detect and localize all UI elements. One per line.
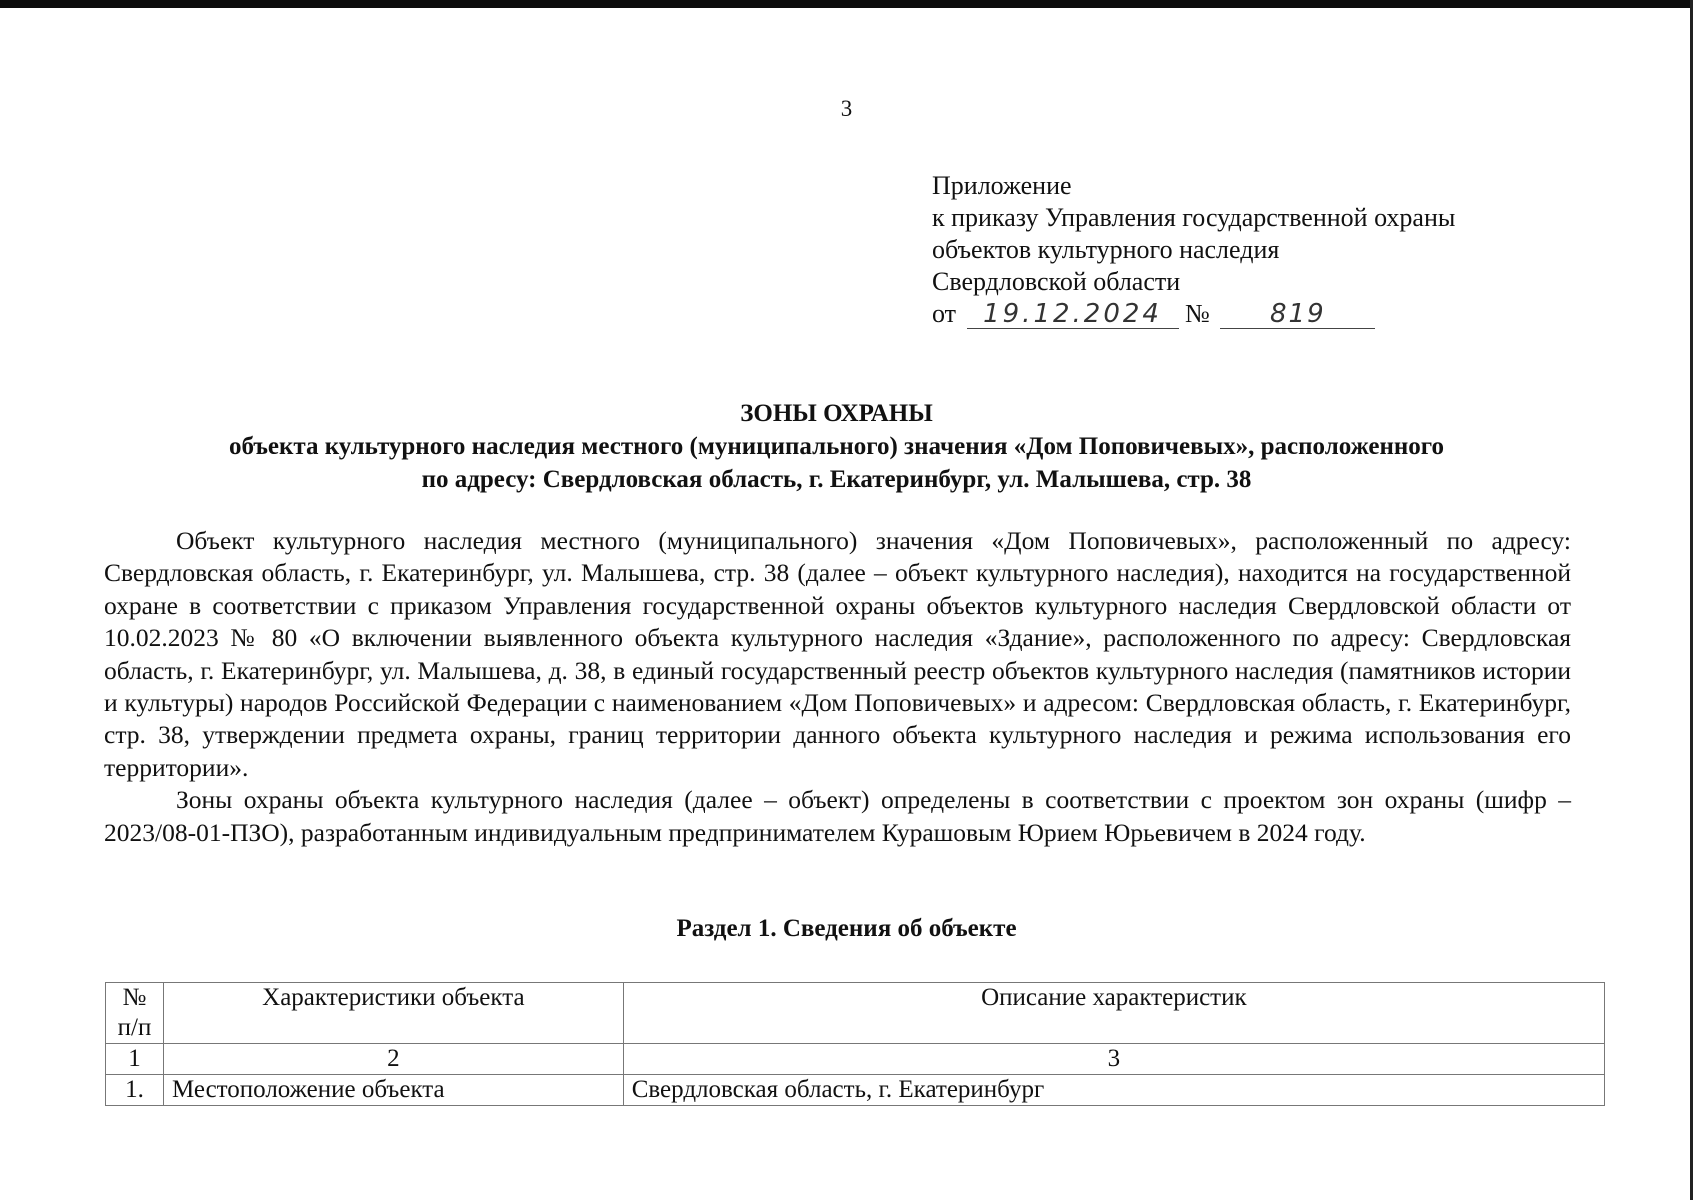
table-header-row [106,983,1605,1044]
index-cell-2: 2 [163,1044,623,1075]
appendix-date-line [932,298,1455,330]
header-description: Описание характеристик [623,983,1604,1044]
paragraph-1: Объект культурного наследия местного (муниципального) значения «Дом Поповичевых», расположенный по адресу: Свердловская область, г. Екатеринбург, ул. Малышева, стр. 38 (далее – объект культурного наследия), находится на государственной охране в соответствии с приказом Управления государственной охраны объектов культурного наследия Свердловской области от 10.02.2023 № 80 «О включении выявленного объекта культурного наследия «Здание», расположенного по адресу: Свердловская область, г. Екатеринбург, ул. Малышева, д. 38, в единый государственный реестр объектов культурного наследия (памятников истории и культуры) народов Российской Федерации с наименованием «Дом Поповичевых» и адресом: Свердловская область, г. Екатеринбург, стр. 38, утверждении предмета охраны, границ территории данного объекта культурного наследия и режима использования его территории». [104,526,1571,782]
title-main: ЗОНЫ ОХРАНЫ [740,400,933,427]
number-prefix: № [1185,299,1210,328]
appendix-line3: объектов культурного наследия [932,235,1280,264]
index-cell-3: 3 [623,1044,1604,1075]
handwritten-date: 19.12.2024 [967,300,1179,329]
title-line2: объекта культурного наследия местного (муниципального) значения «Дом Поповичевых», расположенного [228,433,1445,460]
index-cell-1: 1 [106,1044,164,1075]
object-info-table [105,982,1605,1106]
appendix-line4: Свердловской области [932,267,1181,296]
paragraph-2: Зоны охраны объекта культурного наследия (далее – объект) определены в соответствии с проектом зон охраны (шифр – 2023/08-01-ПЗО), разработанным индивидуальным предпринимателем Курашовым Юрием Юрьевичем в 2024 году. [104,785,1571,847]
section-title: Раздел 1. Сведения об объекте [676,915,1017,942]
table-index-row [106,1044,1605,1075]
appendix-line2: к приказу Управления государственной охраны [932,203,1456,232]
date-prefix: от [932,299,957,328]
row-characteristic: Местоположение объекта [163,1075,623,1106]
title-line3: по адресу: Свердловская область, г. Екатеринбург, ул. Малышева, стр. 38 [421,466,1252,493]
row-number: 1. [106,1075,164,1106]
header-characteristics: Характеристики объекта [163,983,623,1044]
header-number: № п/п [106,983,164,1044]
row-description: Свердловская область, г. Екатеринбург [623,1075,1604,1106]
body-text [104,525,1571,849]
appendix-block [932,170,1455,330]
table-row [106,1075,1605,1106]
scan-top-border [0,0,1693,8]
page-number: 3 [840,96,853,121]
appendix-line1: Приложение [932,171,1072,200]
handwritten-number: 819 [1220,300,1375,329]
document-title [100,397,1573,496]
